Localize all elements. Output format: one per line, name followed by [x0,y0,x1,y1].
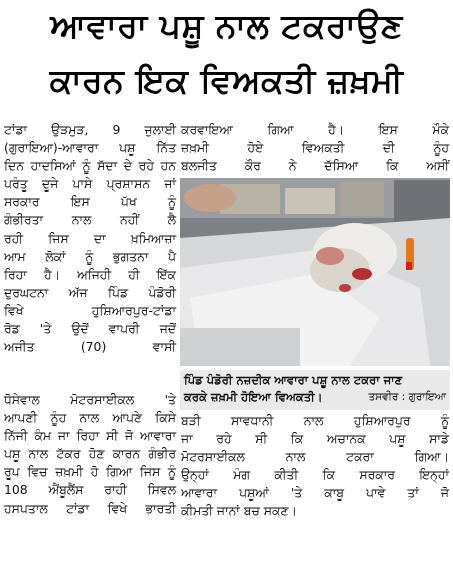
article-line: ਕਰਵਾਇਆ ਗਿਆ ਹੈ। ਇਸ ਮੌਕੇ [181,122,449,137]
article-line: ਧੋਸੇਵਾਲ ਮੋਟਰਸਾਈਕਲ 'ਤੇ [4,392,176,407]
article-line: ਪਸ਼ੂ ਨਾਲ ਟੱਕਰ ਹੋਣ ਕਾਰਨ ਗੰਭੀਰ [4,446,176,462]
article-line: 108 ਐਂਬੂਲੈਂਸ ਰਾਹੀ ਸਿਵਲ [4,482,176,498]
article-left-column [4,121,176,356]
article-line: ਆਮ ਲੋਕਾਂ ਨੂੰ ਭੁਗਤਨਾ ਪੈ [4,248,176,264]
article-line: ਜਾ ਰਹੇ ਸੀ ਕਿ ਅਚਾਨਕ ਪਸ਼ੂ ਸਾਡੇ [181,431,449,447]
caption-line-1: ਪਿੰਡ ਪੰਡੋਰੀ ਨਜ਼ਦੀਕ ਆਵਾਰਾ ਪਸ਼ੂ ਨਾਲ ਟਕਰਾ ਜਾਣ [184,373,403,387]
injured-man-photo [180,178,450,366]
article-line: ਗੰਭੀਰਤਾ ਨਾਲ ਨਹੀਂ ਲੈ [4,212,176,228]
headline-line-1: ਆਵਾਰਾ ਪਸ਼ੂ ਨਾਲ ਟਕਰਾਉਣ [50,6,403,45]
article-line: ਕੀਮਤੀ ਜਾਨਾਂ ਬਚ ਸਕਣ। [181,503,297,519]
article-right-top [181,121,449,175]
article-line: ਰਹੀ ਜਿਸ ਦਾ ਖ਼ਮਿਆਜ਼ਾ [4,230,176,246]
caption-line-2 [184,389,446,406]
article-line: ਪਰੰਤੂ ਦੂਜੇ ਪਾਸੇ ਪ੍ਰਸ਼ਾਸਨ ਜਾਂ [4,176,176,192]
article-line: ਰੋਡ 'ਤੇ ਉਦੋਂ ਵਾਪਰੀ ਜਦੋਂ [4,321,176,337]
article-line: ਸਰਕਾਰ ਇਸ ਪੱਖ ਨੂੰ [4,194,176,210]
article-line: ਵਿਖੇ ਹੁਸ਼ਿਆਰਪੁਰ-ਟਾਂਡਾ [4,302,176,318]
article-right-bottom [181,412,449,521]
article-line: ਆਵਾਰਾ ਪਸ਼ੂਆਂ 'ਤੇ ਕਾਬੂ ਪਾਵੇ ਤਾਂ ਜੋ [181,485,449,501]
article-line: ਮੋਟਰਸਾਈਕਲ ਨਾਲ ਟਕਰਾ ਗਿਆ। [181,449,449,465]
article-line: (ਗੁਰਾਇਆ)-ਆਵਾਰਾ ਪਸ਼ੂ ਨਿੱਤ [4,140,176,156]
article-line: ਦੁਰਘਟਨਾ ਅੱਜ ਪਿੰਡ ਪੰਡੋਰੀ [4,284,176,300]
caption-text: ਕਰਕੇ ਜ਼ਖ਼ਮੀ ਹੋਇਆ ਵਿਅਕਤੀ। [184,390,323,404]
article-line: ਆਪਣੀ ਨੂੰਹ ਨਾਲ ਆਪਣੇ ਕਿਸੇ [4,410,176,426]
article-line: ਰਿਹਾ ਹੈ। ਅਜਿਹੀ ਹੀ ਇੱਕ [4,266,176,282]
article-line: ਨਿੱਜੀ ਕੰਮ ਜਾ ਰਿਹਾ ਸੀ ਜੋ ਆਵਾਰਾ [4,428,176,444]
article-line: ਜ਼ਖ਼ਮੀ ਹੋਏ ਵਿਅਕਤੀ ਦੀ ਨੂੰਹ [181,140,449,156]
article-line: ਬੜੀ ਸਾਵਧਾਨੀ ਨਾਲ ਹੁਸ਼ਿਆਰਪੁਰ ਨੂੰ [181,413,449,428]
article-line: ਉਨ੍ਹਾਂ ਮੰਗ ਕੀਤੀ ਕਿ ਸਰਕਾਰ ਇਨ੍ਹਾਂ [181,467,449,483]
article-line: ਟਾਂਡਾ ਉੜਮੁੜ, 9 ਜੁਲਾਈ [4,122,176,137]
article-line: ਬਲਜੀਤ ਕੌਰ ਨੇ ਦੱਸਿਆ ਕਿ ਅਸੀਂ [181,158,449,174]
article-line: ਹਸਪਤਾਲ ਟਾਂਡਾ ਵਿਖੇ ਭਾਰਤੀ [4,500,176,516]
headline-line-2: ਕਾਰਨ ਇਕ ਵਿਅਕਤੀ ਜ਼ਖ਼ਮੀ [49,61,404,100]
article-line: ਦਿਨ ਹਾਦਸਿਆਂ ਨੂੰ ਸੱਦਾ ਦੇ ਰਹੇ ਹਨ [4,158,176,174]
article-line: ਰੂਪ ਵਿਚ ਜ਼ਖ਼ਮੀ ਹੋ ਗਿਆ ਜਿਸ ਨੂੰ [4,464,176,480]
article-left-bottom [4,391,176,518]
article-line: ਅਜੀਤ (70) ਵਾਸੀ [4,339,176,355]
photo-credit: ਤਸਵੀਰ : ਗੁਰਾਇਆ [368,391,446,403]
news-photo [180,178,450,366]
photo-caption [180,370,450,410]
